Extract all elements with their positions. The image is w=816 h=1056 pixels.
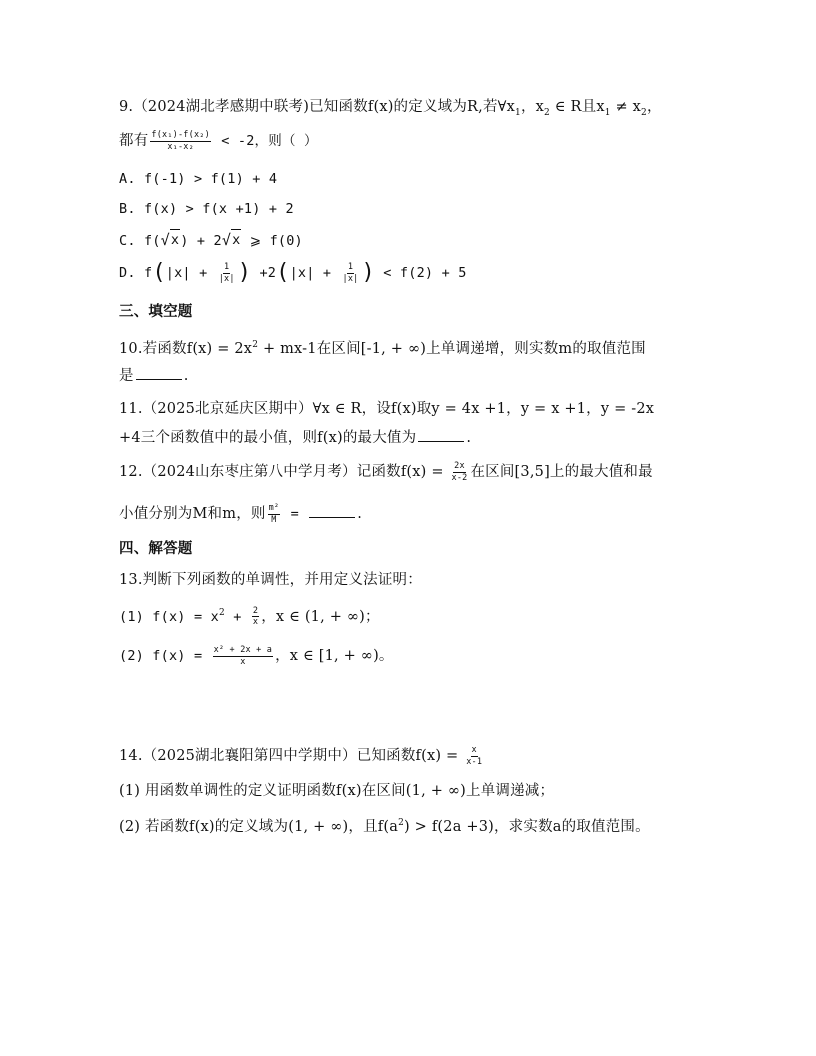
q12-text: 在区间[3,5]上的最大值和最 xyxy=(470,464,653,480)
q13-stem: 13.判断下列函数的单调性，并用定义法证明： xyxy=(119,572,422,588)
q9-option-a: A. f(-1) > f(1) + 4 xyxy=(119,171,278,187)
q11-line2 xyxy=(119,427,471,448)
q11-line1: 11.（2025北京延庆区期中）∀x ∈ R，设f(x)取y = 4x +1，y = x +1，y = -2x xyxy=(119,401,655,417)
q12-fraction-m2-over-M xyxy=(268,504,281,524)
q9-stem-line1 xyxy=(119,97,662,123)
q12-text: = xyxy=(282,506,308,522)
q13-text: + xyxy=(224,608,250,625)
answer-blank xyxy=(418,427,464,442)
q14-text: ) > f(2a +3)，求实数a的取值范围。 xyxy=(404,818,650,835)
subscript: 1 xyxy=(604,107,611,118)
q9-fraction xyxy=(150,131,211,151)
q10-text: . xyxy=(183,368,189,384)
fraction-denominator: |x| xyxy=(342,273,359,284)
fraction-numerator: 1 xyxy=(347,262,354,272)
sqrt-symbol: √ x xyxy=(160,231,180,249)
fraction-numerator: 2x xyxy=(454,461,465,471)
q9-stem-line2 xyxy=(119,131,318,151)
sqrt-radicand: x xyxy=(231,229,241,250)
fraction-denominator: x xyxy=(240,656,246,667)
q12-line1 xyxy=(119,462,653,482)
q11-text: . xyxy=(466,430,472,446)
q13-p1-fraction xyxy=(252,607,259,627)
q14-part1: (1) 用函数单调性的定义证明函数f(x)在区间(1, + ∞)上单调递减； xyxy=(119,783,555,799)
superscript: 2 xyxy=(252,340,259,350)
q9-stem-text: ， xyxy=(646,99,662,115)
fraction-numerator: x xyxy=(471,745,477,755)
q9-stem-text: < -2，则（ ） xyxy=(212,133,318,149)
fraction-numerator: m² xyxy=(268,503,280,513)
fraction-denominator: x-2 xyxy=(451,472,468,483)
option-text: ) + 2 xyxy=(180,233,222,249)
fraction-numerator: 2 xyxy=(252,605,259,616)
q14-stem xyxy=(119,746,485,766)
q14-text: (2) 若函数f(x)的定义域为(1, + ∞)，且f(a xyxy=(119,818,399,835)
q9-d-fraction xyxy=(218,263,236,283)
q14-fraction xyxy=(465,746,483,766)
section-heading-fill-blank: 三、填空题 xyxy=(119,304,193,320)
fraction-denominator: M xyxy=(271,514,277,525)
option-text: < f(2) + 5 xyxy=(374,265,467,281)
superscript: 2 xyxy=(218,608,225,618)
sqrt-symbol: √ x xyxy=(221,231,241,249)
q9-stem-text: 9.（2024湖北孝感期中联考)已知函数f(x)的定义域为R,若∀x xyxy=(119,99,516,115)
q9-stem-text: ∈ R且x xyxy=(549,99,605,115)
q12-text: 12.（2024山东枣庄第八中学月考）记函数f(x) = xyxy=(119,464,449,480)
answer-blank xyxy=(309,503,355,518)
q14-text: 14.（2025湖北襄阳第四中学期中）已知函数f(x) = xyxy=(119,748,464,764)
subscript: 2 xyxy=(544,107,550,118)
q9-stem-text: ，x xyxy=(520,99,545,115)
q10-text: 是 xyxy=(119,368,134,384)
q13-part1 xyxy=(119,603,380,627)
q9-stem-text: ≠ x xyxy=(610,99,642,115)
q10-text: 10.若函数f(x) = 2x xyxy=(119,340,253,357)
q13-text: (1) f(x) = x xyxy=(119,608,219,625)
q13-text: ，x ∈ (1, + ∞)； xyxy=(261,608,380,625)
q13-p2-fraction xyxy=(213,646,274,666)
subscript: 2 xyxy=(641,107,647,118)
q9-stem-text: 都有 xyxy=(119,133,149,149)
fraction-denominator: x xyxy=(252,617,259,628)
option-text: C. f( xyxy=(119,233,161,249)
fraction-numerator: x² + 2x + a xyxy=(213,645,273,655)
q9-option-c xyxy=(119,229,303,251)
q9-option-d: D. f(|x| + $\frac{1}{|x|}$ ) +2(|x| + $\frac{1}{|x|}$ ) < f(2) + 5 xyxy=(119,260,467,285)
q12-text: 小值分别为M和m，则 xyxy=(119,506,266,522)
q13-part2 xyxy=(119,646,394,666)
q10-line2 xyxy=(119,365,189,386)
option-text: ⩾ f(0) xyxy=(241,233,303,249)
fraction-denominator: |x| xyxy=(218,273,235,284)
fraction-denominator: x-1 xyxy=(466,756,483,767)
option-text: D. f xyxy=(119,265,153,281)
option-text: +2 xyxy=(251,265,277,281)
section-heading-solve: 四、解答题 xyxy=(119,541,193,557)
q9-option-b: B. f(x) > f(x +1) + 2 xyxy=(119,201,294,217)
q12-text: . xyxy=(357,506,363,522)
option-text: |x| + xyxy=(165,265,216,281)
fraction-numerator: f(x₁)-f(x₂) xyxy=(151,130,210,140)
fraction-denominator: x₁-x₂ xyxy=(167,141,194,152)
q12-line2 xyxy=(119,503,362,524)
q10-text: + mx-1在区间[-1, + ∞)上单调递增，则实数m的取值范围 xyxy=(258,340,646,357)
q14-part2 xyxy=(119,813,650,837)
fraction-numerator: 1 xyxy=(224,262,230,272)
subscript: 1 xyxy=(515,107,521,118)
q12-fraction xyxy=(451,462,469,482)
q11-text: +4三个函数值中的最小值，则f(x)的最大值为 xyxy=(119,430,417,446)
q13-text: ，x ∈ [1, + ∞)。 xyxy=(275,648,394,664)
sqrt-radicand: x xyxy=(170,229,180,250)
q10-line1 xyxy=(119,335,646,359)
q13-text: (2) f(x) = xyxy=(119,648,211,664)
superscript: 2 xyxy=(398,818,405,828)
answer-blank xyxy=(136,365,182,380)
q9-d-fraction xyxy=(342,263,360,283)
option-text: |x| + xyxy=(289,265,340,281)
